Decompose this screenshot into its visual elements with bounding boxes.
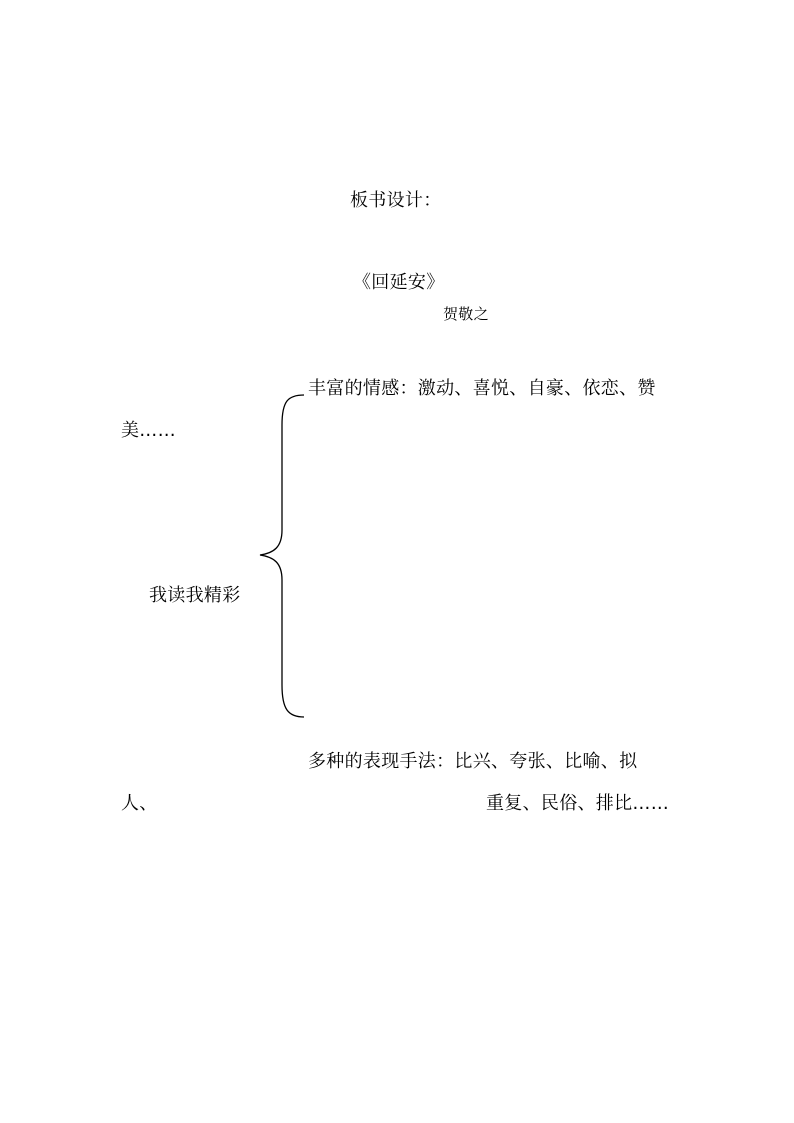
board-heading: 板书设计： bbox=[350, 190, 442, 211]
curly-brace bbox=[250, 385, 320, 725]
lesson-title: 《回延安》 bbox=[353, 272, 445, 293]
author-name: 贺敬之 bbox=[443, 305, 489, 323]
emotion-branch-line-1: 丰富的情感：激动、喜悦、自豪、依恋、赞 bbox=[308, 378, 656, 399]
technique-branch-line-2-right: 重复、民俗、排比…… bbox=[486, 793, 669, 814]
technique-branch-line-2-left: 人、 bbox=[121, 793, 158, 814]
emotion-branch-line-2: 美…… bbox=[121, 420, 176, 441]
center-label: 我读我精彩 bbox=[149, 585, 241, 606]
technique-branch-line-1: 多种的表现手法：比兴、夸张、比喻、拟 bbox=[308, 751, 638, 772]
